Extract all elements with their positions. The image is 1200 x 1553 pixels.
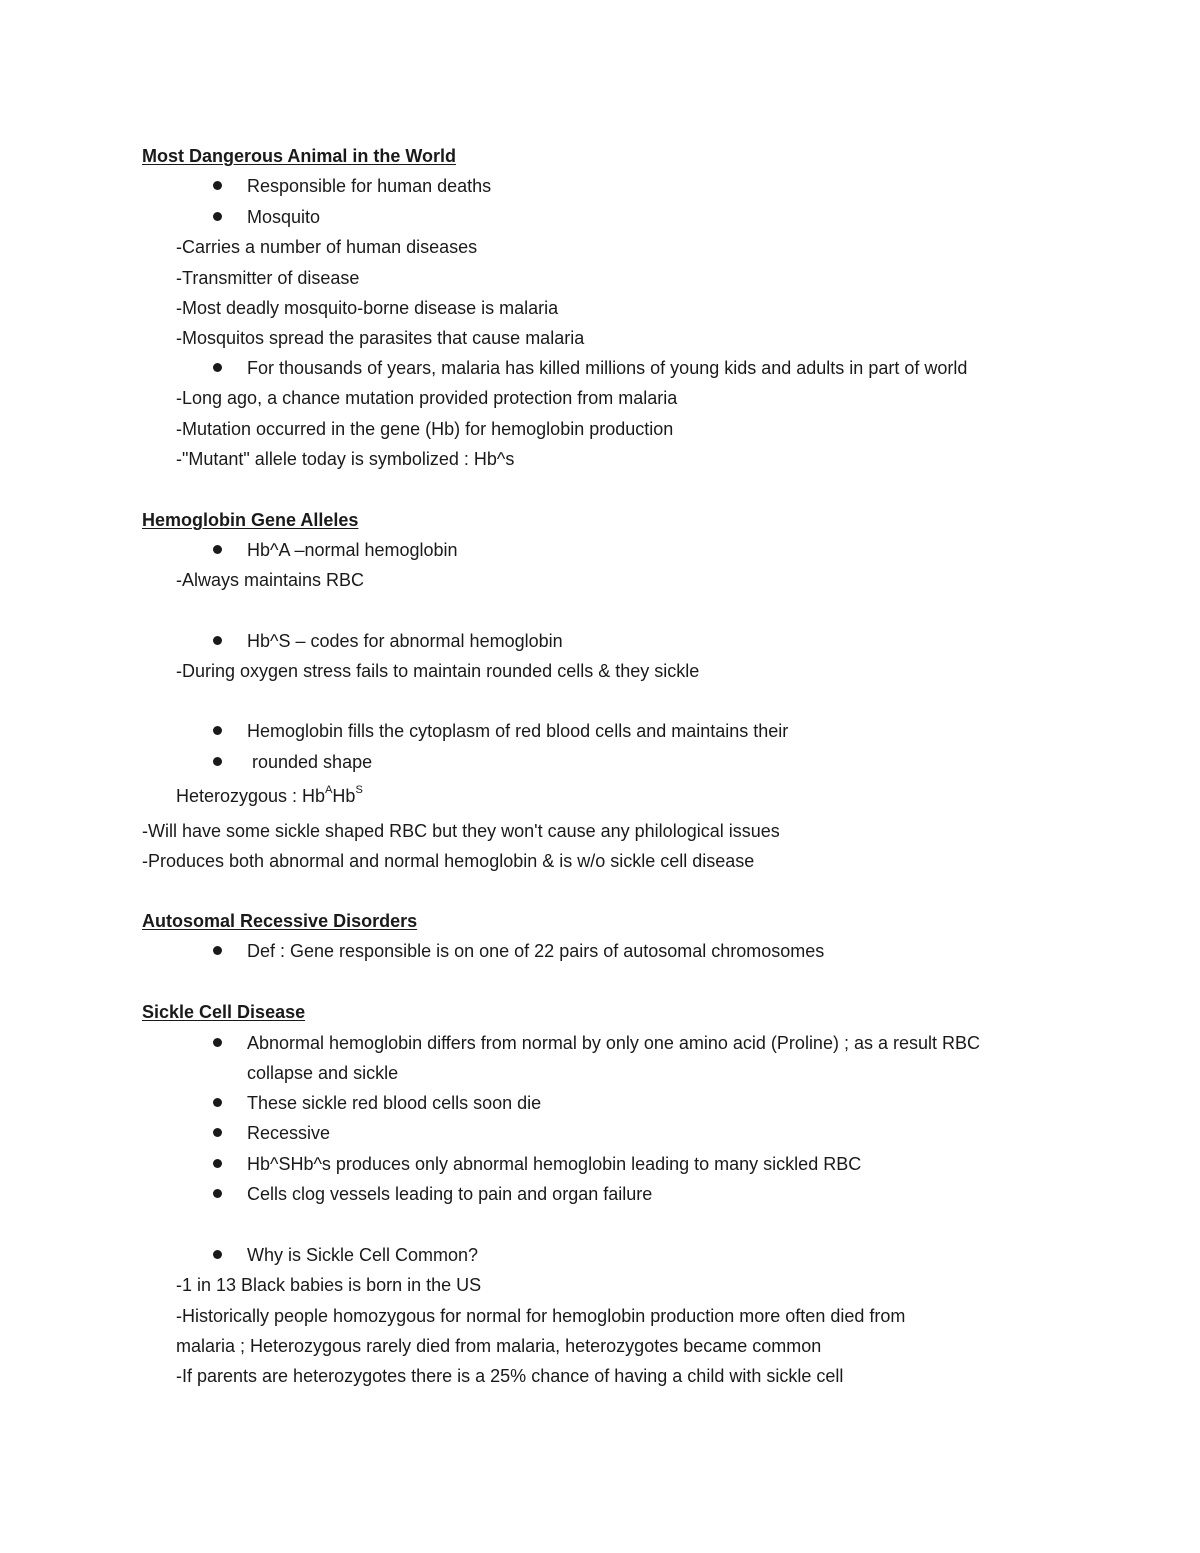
section-heading-most-dangerous-animal: Most Dangerous Animal in the World [142, 146, 457, 166]
list-item: Cells clog vessels leading to pain and organ failure [247, 1184, 653, 1204]
allele-superscript-s: S [355, 784, 363, 796]
note-line-continuation: malaria ; Heterozygous rarely died from malaria, heterozygotes became common [176, 1336, 822, 1356]
list-item: For thousands of years, malaria has killed millions of young kids and adults in part of world [247, 358, 968, 378]
note-line: -Mosquitos spread the parasites that cause malaria [176, 328, 585, 348]
heterozygous-hb: Hb [332, 786, 356, 806]
note-line: -Mutation occurred in the gene (Hb) for hemoglobin production [176, 419, 674, 439]
note-line: -Long ago, a chance mutation provided protection from malaria [176, 388, 678, 408]
bullet-icon [213, 946, 222, 955]
bullet-icon [213, 181, 222, 190]
section-heading-sickle-cell-disease: Sickle Cell Disease [142, 1002, 306, 1022]
list-item: Hemoglobin fills the cytoplasm of red blood cells and maintains their [247, 721, 789, 741]
list-item: Def : Gene responsible is on one of 22 pairs of autosomal chromosomes [247, 941, 825, 961]
bullet-icon [213, 757, 222, 766]
list-item-continuation: collapse and sickle [247, 1063, 399, 1083]
list-item: Mosquito [247, 207, 321, 227]
bullet-icon [213, 1098, 222, 1107]
list-item: These sickle red blood cells soon die [247, 1093, 542, 1113]
heterozygous-label: Heterozygous : Hb [176, 786, 326, 806]
note-line: -Historically people homozygous for normal for hemoglobin production more often died from [176, 1306, 906, 1326]
bullet-icon [213, 363, 222, 372]
section-heading-hemoglobin-gene-alleles: Hemoglobin Gene Alleles [142, 510, 359, 530]
bullet-icon [213, 1189, 222, 1198]
list-item: rounded shape [247, 752, 373, 772]
note-line: -1 in 13 Black babies is born in the US [176, 1275, 482, 1295]
bullet-icon [213, 636, 222, 645]
list-item: Abnormal hemoglobin differs from normal by only one amino acid (Proline) ; as a result RBC [247, 1033, 980, 1053]
note-line: -"Mutant" allele today is symbolized : Hb^s [176, 449, 515, 469]
note-line: -Will have some sickle shaped RBC but they won't cause any philological issues [142, 821, 780, 841]
bullet-icon [213, 726, 222, 735]
allele-superscript-a: A [325, 784, 333, 796]
list-item: Hb^S – codes for abnormal hemoglobin [247, 631, 563, 651]
list-item: Why is Sickle Cell Common? [247, 1245, 479, 1265]
list-item: Hb^A –normal hemoglobin [247, 540, 458, 560]
section-heading-autosomal-recessive: Autosomal Recessive Disorders [142, 911, 418, 931]
note-line: -During oxygen stress fails to maintain rounded cells & they sickle [176, 661, 700, 681]
heterozygous-notation [176, 785, 363, 807]
note-line: -Produces both abnormal and normal hemoglobin & is w/o sickle cell disease [142, 851, 755, 871]
note-line: -If parents are heterozygotes there is a 25% chance of having a child with sickle cell [176, 1366, 844, 1386]
note-line: -Carries a number of human diseases [176, 237, 478, 257]
note-line: -Most deadly mosquito-borne disease is malaria [176, 298, 559, 318]
bullet-icon [213, 212, 222, 221]
bullet-icon [213, 1250, 222, 1259]
list-item: Recessive [247, 1123, 331, 1143]
list-item: Hb^SHb^s produces only abnormal hemoglobin leading to many sickled RBC [247, 1154, 862, 1174]
bullet-icon [213, 1159, 222, 1168]
bullet-icon [213, 1128, 222, 1137]
bullet-icon [213, 1038, 222, 1047]
note-line: -Always maintains RBC [176, 570, 365, 590]
bullet-icon [213, 545, 222, 554]
note-line: -Transmitter of disease [176, 268, 360, 288]
list-item: Responsible for human deaths [247, 176, 492, 196]
